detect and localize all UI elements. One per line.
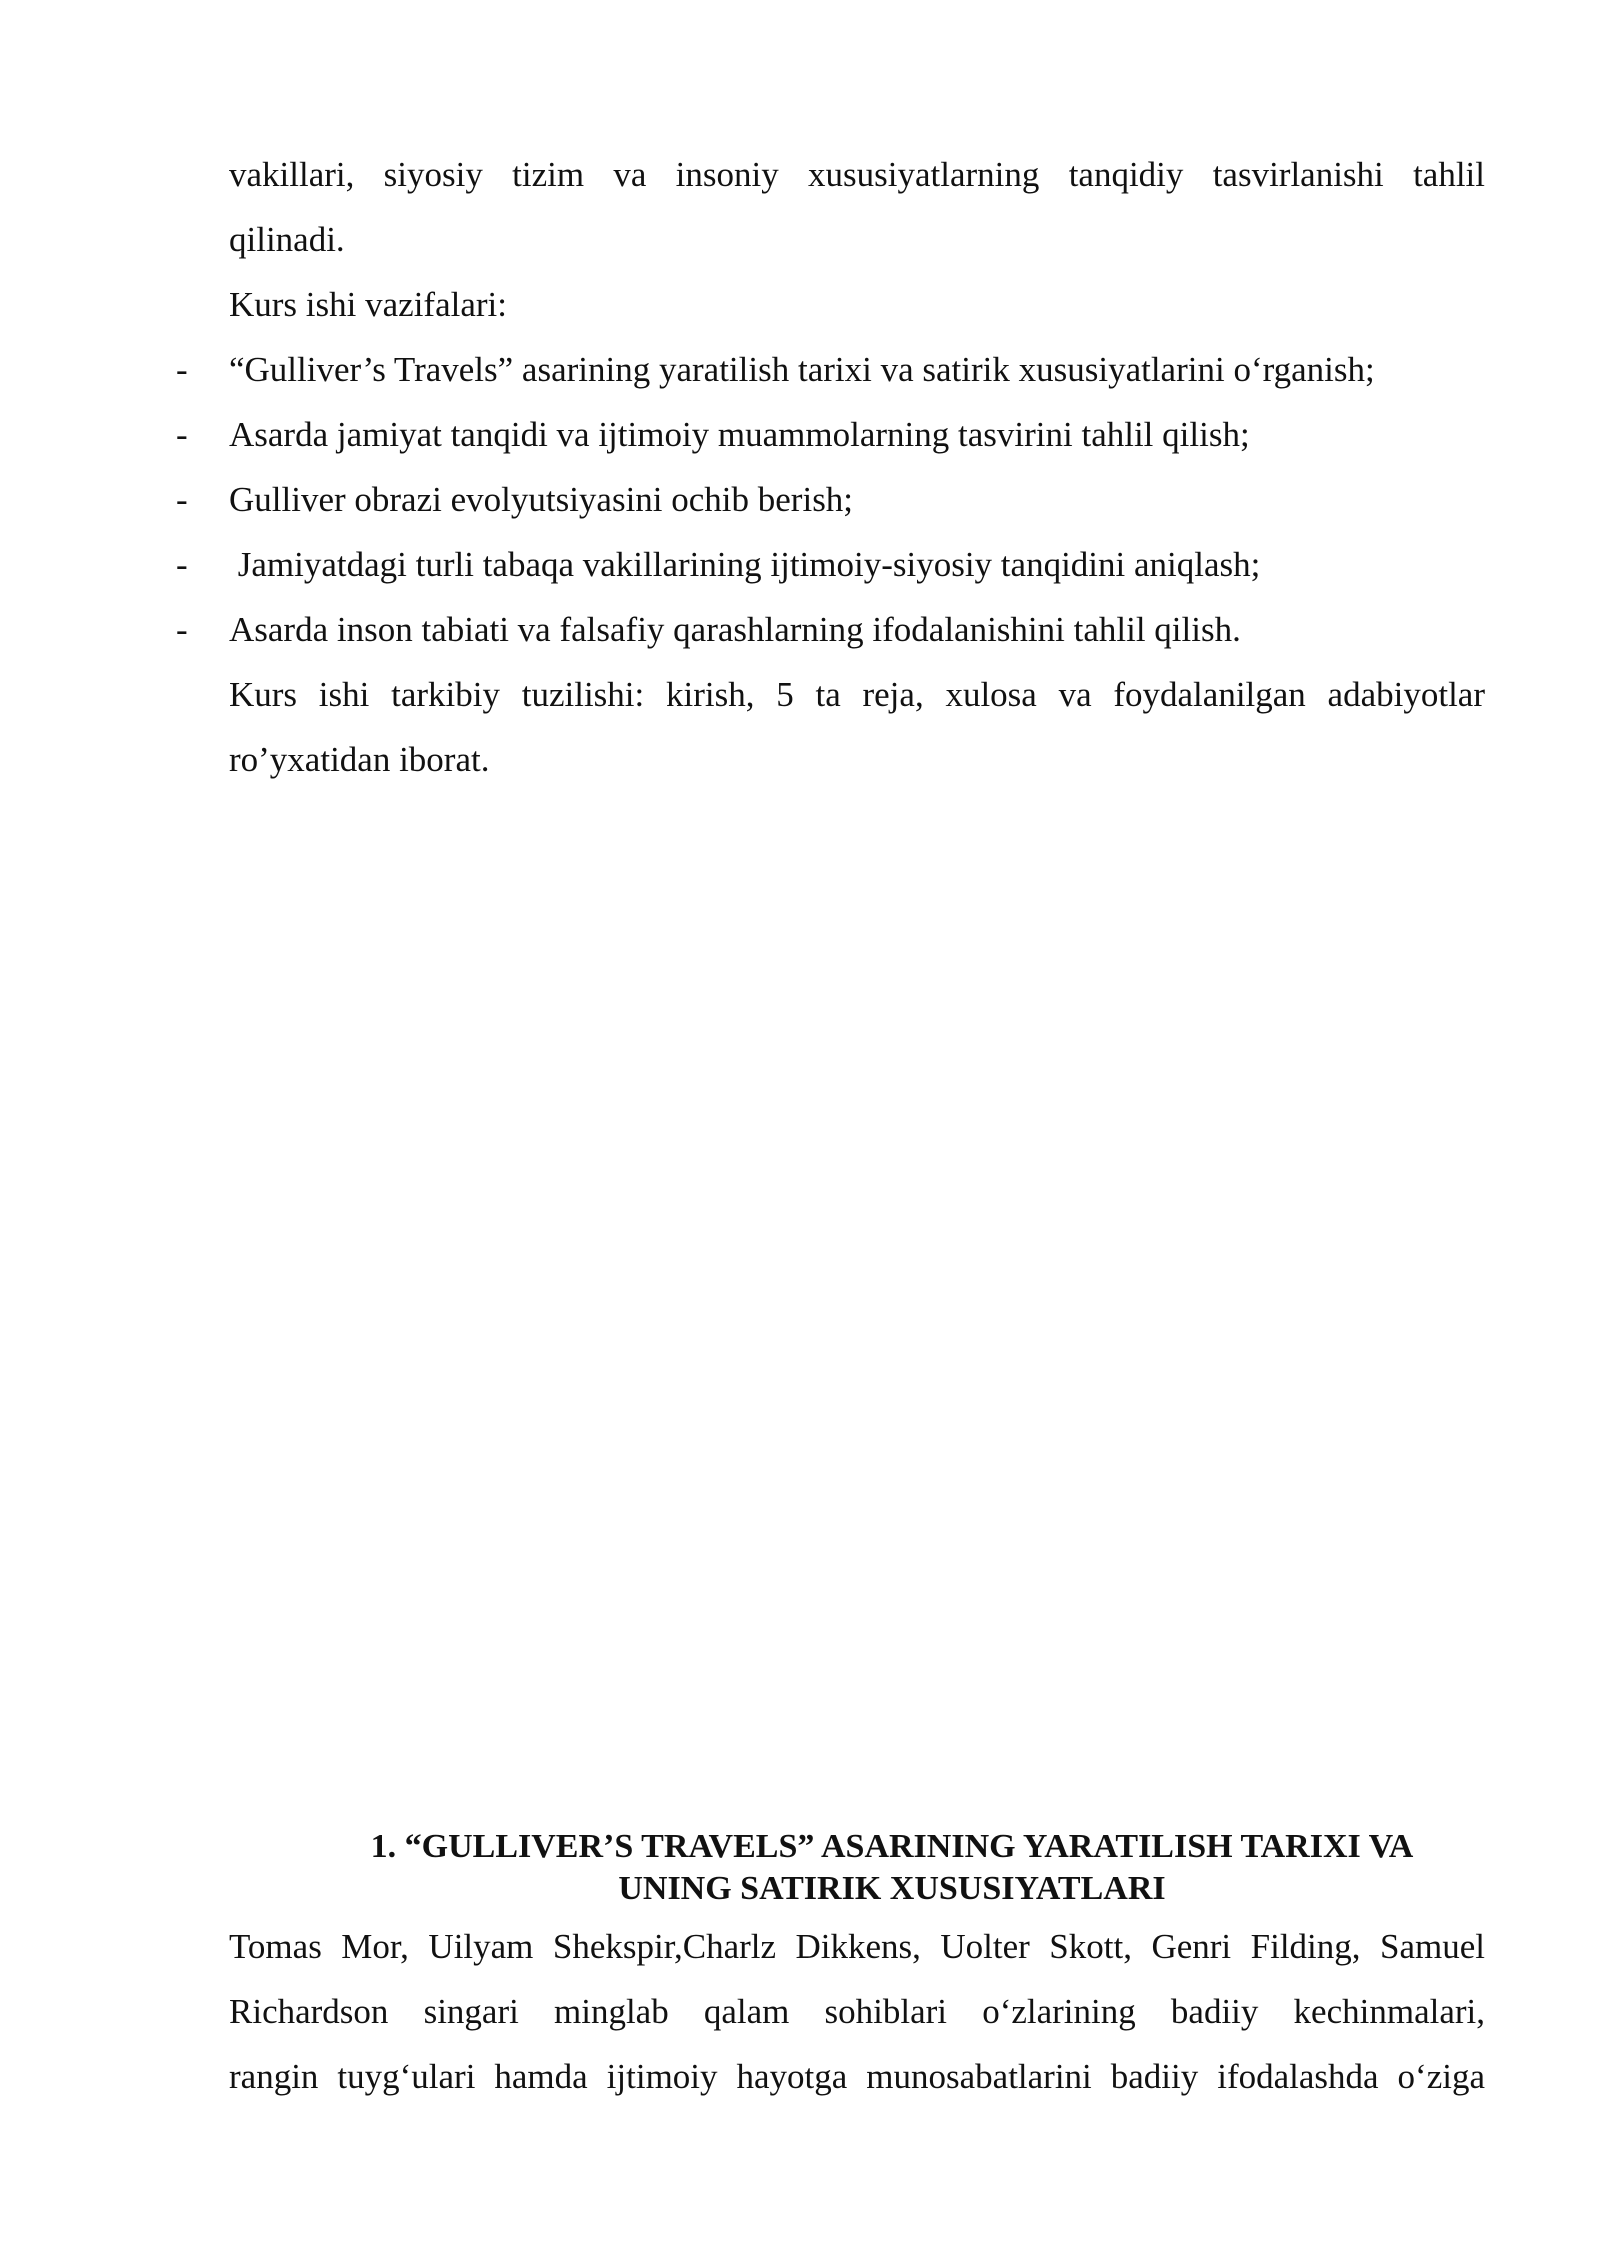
structure-line-2: ro’yxatidan iborat. <box>229 740 490 779</box>
list-item-text: Gulliver obrazi evolyutsiyasini ochib berish; <box>229 480 854 519</box>
tasks-title: Kurs ishi vazifalari: <box>229 285 507 324</box>
list-item-text: “Gulliver’s Travels” asarining yaratilish tarixi va satirik xususiyatlarini o‘rganish; <box>229 350 1375 389</box>
list-item-text: Asarda inson tabiati va falsafiy qarashlarning ifodalanishini tahlil qilish. <box>229 610 1241 649</box>
intro-line-1: vakillari, siyosiy tizim va insoniy xususiyatlarning tanqidiy tasvirlanishi tahlil <box>229 155 1485 194</box>
list-bullet: - <box>176 610 188 649</box>
intro-line-2: qilinadi. <box>229 220 345 259</box>
list-bullet: - <box>176 480 188 519</box>
list-bullet: - <box>176 545 188 584</box>
structure-line-1: Kurs ishi tarkibiy tuzilishi: kirish, 5 ta reja, xulosa va foydalanilgan adabiyotlar <box>229 675 1485 714</box>
list-item-text: Jamiyatdagi turli tabaqa vakillarining ijtimoiy-siyosiy tanqidini aniqlash; <box>229 545 1261 584</box>
list-bullet: - <box>176 415 188 454</box>
list-bullet: - <box>176 350 188 389</box>
section-heading-line-1: 1. “GULLIVER’S TRAVELS” ASARINING YARATILISH TARIXI VA <box>370 1828 1414 1865</box>
section-para-line-1: Tomas Mor, Uilyam Shekspir,Charlz Dikkens, Uolter Skott, Genri Filding, Samuel <box>229 1927 1485 1966</box>
section-para-line-3: rangin tuyg‘ulari hamda ijtimoiy hayotga munosabatlarini badiiy ifodalashda o‘ziga <box>229 2057 1485 2096</box>
list-item-text: Asarda jamiyat tanqidi va ijtimoiy muammolarning tasvirini tahlil qilish; <box>229 415 1250 454</box>
section-para-line-2: Richardson singari minglab qalam sohiblari o‘zlarining badiiy kechinmalari, <box>229 1992 1485 2031</box>
section-heading-line-2: UNING SATIRIK XUSUSIYATLARI <box>618 1870 1166 1907</box>
